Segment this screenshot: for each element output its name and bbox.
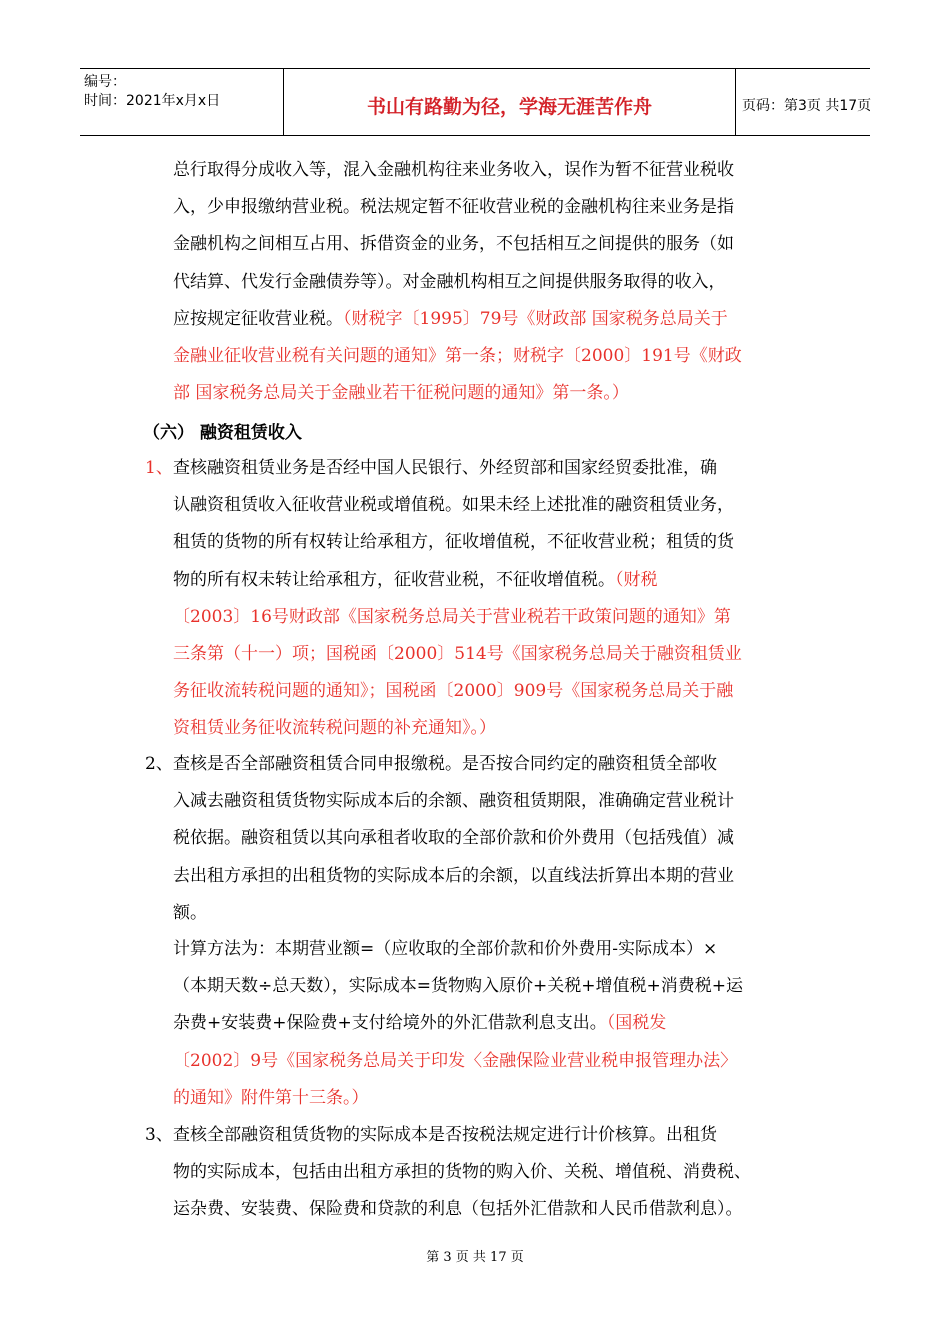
body-text: 租赁的货物的所有权转让给承租方，征收增值税，不征收营业税；租赁的货	[173, 532, 734, 553]
body-text-line	[173, 937, 717, 961]
body-text: 金融机构之间相互占用、拆借资金的业务，不包括相互之间提供的服务（如	[173, 234, 734, 255]
document-number-label: 编号：	[84, 74, 126, 90]
body-text: 额。	[173, 902, 207, 923]
legal-citation: 金融业征收营业税有关问题的通知》第一条；财税字〔2000〕191号《财政	[173, 346, 742, 366]
body-text-line	[173, 605, 731, 629]
legal-citation: 部 国家税务总局关于金融业若干征税问题的通知》第一条。）	[173, 383, 629, 404]
body-text: 代结算、代发行金融债券等）。对金融机构相互之间提供服务取得的收入，	[173, 271, 726, 292]
body-text: 物的实际成本，包括由出租方承担的货物的购入价、关税、增值税、消费税、	[173, 1162, 751, 1183]
body-text-line	[173, 1086, 369, 1110]
item-number: 3、	[145, 1125, 173, 1145]
body-text: （本期天数÷总天数），实际成本=货物购入原价+关税+增值税+消费税+运	[173, 976, 743, 997]
body-text-line	[173, 752, 717, 776]
body-text: 去出租方承担的出租货物的实际成本后的余额，以直线法折算出本期的营业	[173, 865, 734, 886]
body-text-line	[173, 864, 734, 888]
legal-citation: （财税	[615, 569, 658, 590]
body-text-line	[173, 789, 734, 813]
page-header	[80, 68, 870, 136]
body-text-line	[173, 1123, 717, 1147]
body-text-line	[173, 158, 734, 182]
body-text-line	[173, 381, 629, 405]
body-text: 运杂费、安装费、保险费和贷款的利息（包括外汇借款和人民币借款利息）。	[173, 1199, 743, 1220]
page-footer: 第 3 页 共 17 页	[426, 1250, 524, 1265]
body-text: 查核融资租赁业务是否经中国人民银行、外经贸部和国家经贸委批准，确	[173, 458, 717, 478]
body-text: 杂费+安装费+保险费+支付给境外的外汇借款利息支出。	[173, 1013, 607, 1034]
body-text: 应按规定征收营业税。	[173, 308, 343, 329]
body-text: 入，少申报缴纳营业税。税法规定暂不征收营业税的金融机构往来业务是指	[173, 197, 734, 218]
body-text: 总行取得分成收入等，混入金融机构往来业务收入，误作为暂不征营业税收	[173, 160, 734, 180]
body-text-line	[173, 195, 734, 219]
legal-citation: 〔2003〕16号财政部《国家税务总局关于营业税若干政策问题的通知》第	[173, 606, 731, 627]
body-text-line	[173, 826, 734, 850]
header-motto: 书山有路勤为径，学海无涯苦作舟	[284, 69, 736, 135]
body-text-line	[173, 901, 207, 925]
body-text-line	[173, 1049, 737, 1073]
body-text-line	[173, 1197, 743, 1221]
body-text-line	[173, 530, 734, 554]
legal-citation: （国税发	[606, 1013, 667, 1034]
body-text-line	[173, 232, 734, 256]
legal-citation: 〔2002〕9号《国家税务总局关于印发〈金融保险业营业税申报管理办法〉	[173, 1050, 738, 1071]
body-text-line	[173, 270, 726, 294]
body-text-line	[173, 1011, 666, 1035]
body-text-line	[173, 493, 734, 517]
legal-citation: （财税字〔1995〕79号《财政部 国家税务总局关于	[343, 308, 728, 329]
body-text: 物的所有权未转让给承租方，征收营业税，不征收增值税。	[173, 569, 615, 590]
body-text: 查核是否全部融资租赁合同申报缴税。是否按合同约定的融资租赁全部收	[173, 754, 717, 774]
body-text: 计算方法为：本期营业额=（应收取的全部价款和价外费用-实际成本）×	[173, 939, 718, 959]
legal-citation: 三条第（十一）项；国税函〔2000〕514号《国家税务总局关于融资租赁业	[173, 644, 742, 664]
header-page-info: 页码：第3页 共17页	[742, 98, 872, 114]
body-text-line	[173, 716, 496, 740]
body-text-line	[173, 642, 742, 666]
body-text: 入减去融资租赁货物实际成本后的余额、融资租赁期限，准确确定营业税计	[173, 791, 734, 812]
item-number: 2、	[145, 754, 173, 774]
body-text-line	[173, 679, 733, 703]
document-date: 时间：2021年x月x日	[84, 93, 221, 109]
body-text-line	[173, 344, 742, 368]
body-text-line	[173, 456, 717, 480]
item-number: 1、	[145, 458, 173, 478]
body-text: 认融资租赁收入征收营业税或增值税。如果未经上述批准的融资租赁业务，	[173, 495, 734, 516]
body-text: 税依据。融资租赁以其向承租者收取的全部价款和价外费用（包括残值）减	[173, 828, 734, 849]
body-text-line	[173, 1160, 751, 1184]
body-text-line	[173, 974, 743, 998]
section-heading: （六） 融资租赁收入	[143, 423, 302, 443]
body-text-line	[173, 568, 658, 592]
legal-citation: 务征收流转税问题的通知》；国税函〔2000〕909号《国家税务总局关于融	[173, 681, 734, 702]
body-text-line	[173, 307, 728, 331]
header-meta	[80, 69, 284, 135]
legal-citation: 资租赁业务征收流转税问题的补充通知》。）	[173, 718, 496, 739]
body-text: 查核全部融资租赁货物的实际成本是否按税法规定进行计价核算。出租货	[173, 1125, 717, 1145]
legal-citation: 的通知》附件第十三条。）	[173, 1087, 369, 1108]
